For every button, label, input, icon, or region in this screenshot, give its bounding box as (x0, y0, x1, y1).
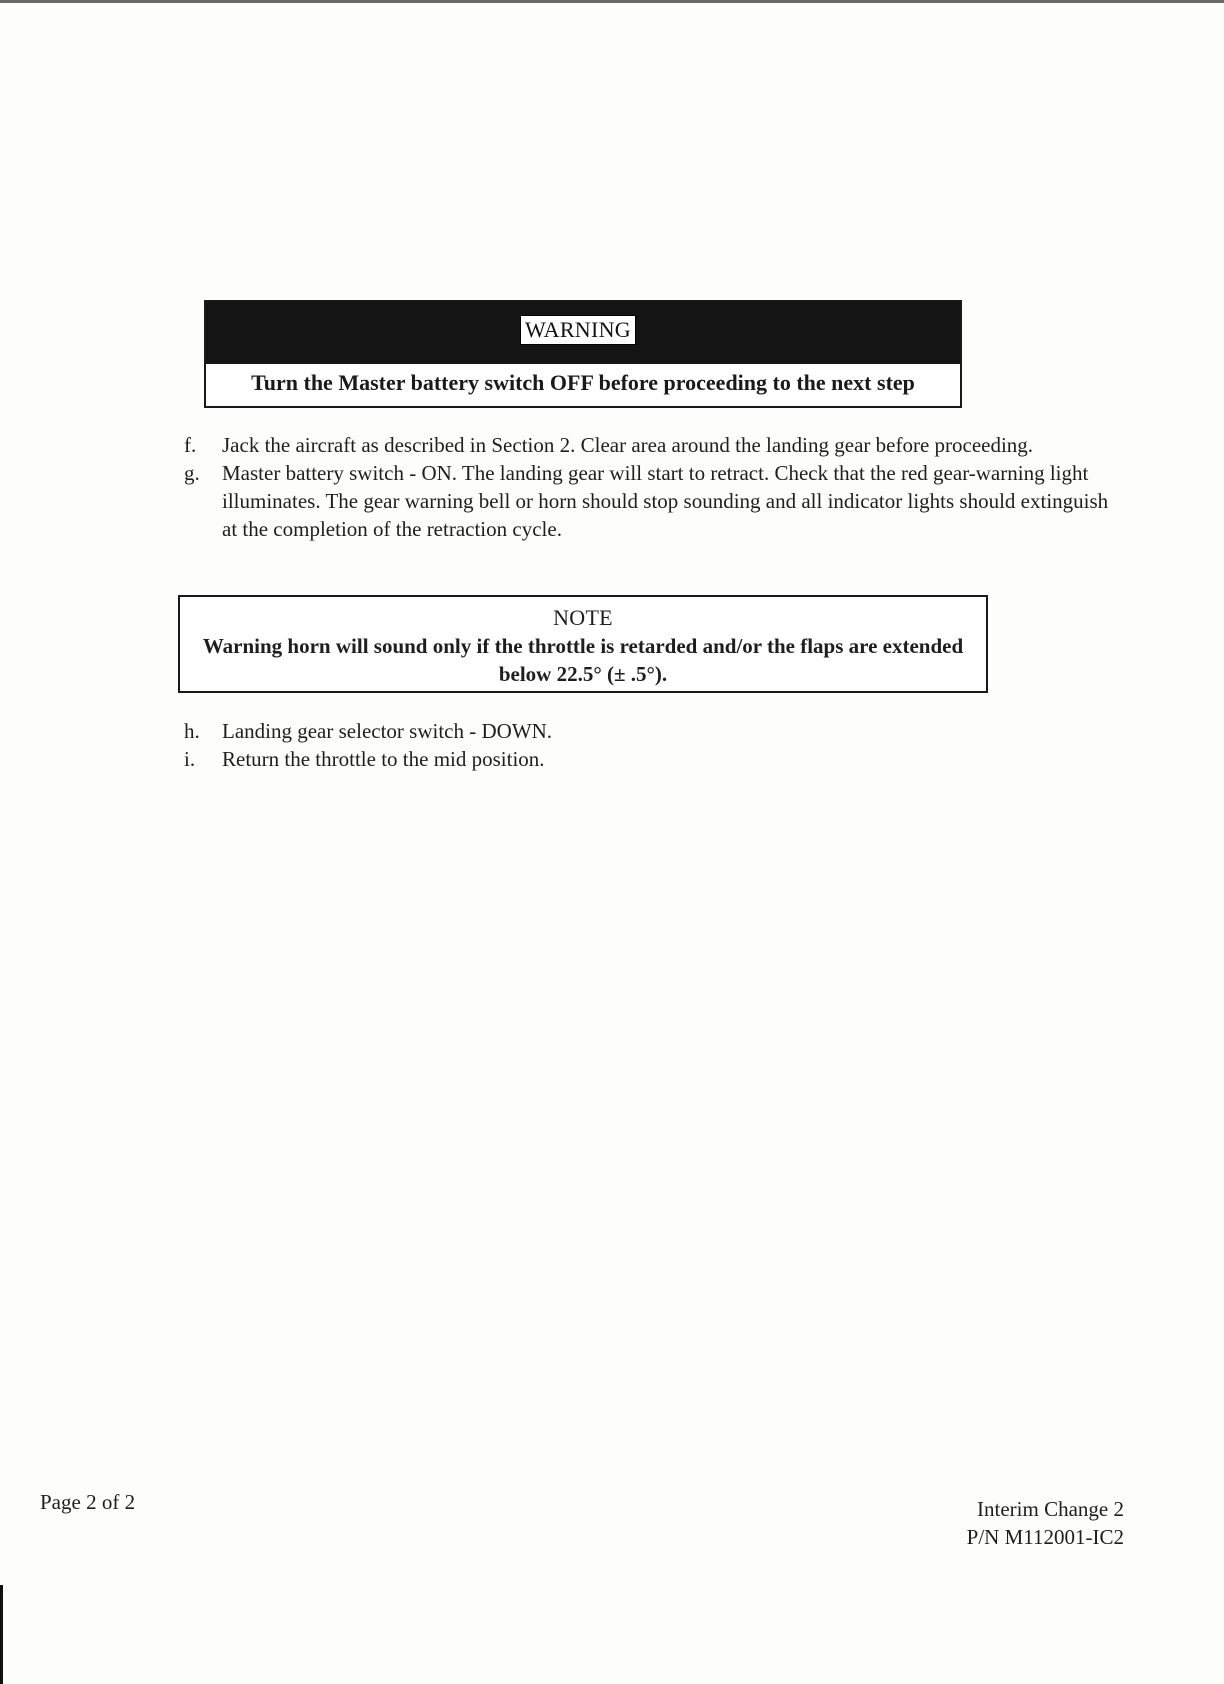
step-letter: f. (184, 433, 197, 457)
step-text: Jack the aircraft as described in Section 2. Clear area around the landing gear before proceeding. (222, 433, 1034, 457)
warning-header-band (206, 302, 960, 364)
part-number: P/N M112001-IC2 (966, 1525, 1124, 1549)
step-letter: i. (184, 747, 196, 771)
step-letter: h. (184, 719, 200, 743)
note-box (178, 595, 988, 693)
scan-top-edge (0, 0, 1224, 3)
note-text: Warning horn will sound only if the throttle is retarded and/or the flaps are extended below 22.5° (± .5°). (202, 634, 964, 686)
step-list-upper (184, 431, 1124, 543)
step-letter: g. (184, 461, 200, 485)
step-text: Landing gear selector switch - DOWN. (222, 719, 553, 743)
warning-label: WARNING (520, 315, 636, 345)
note-title: NOTE (553, 605, 613, 630)
warning-box (204, 300, 962, 408)
step-f (184, 431, 1124, 459)
step-text: Master battery switch - ON. The landing gear will start to retract. Check that the red gear-warning light illuminates. The gear warning bell or horn should stop sounding and all indicator lights should extinguish at the completion of the retraction cycle. (222, 461, 1109, 541)
step-i (184, 745, 1124, 773)
step-h (184, 717, 1124, 745)
interim-change-label: Interim Change 2 (977, 1497, 1124, 1521)
document-id-block (967, 1495, 1124, 1551)
page-number: Page 2 of 2 (40, 1490, 136, 1514)
step-list-lower (184, 717, 1124, 773)
step-text: Return the throttle to the mid position. (222, 747, 545, 771)
step-g (184, 459, 1124, 543)
scan-left-edge-mark (0, 1585, 3, 1684)
warning-text: Turn the Master battery switch OFF before proceeding to the next step (251, 370, 915, 395)
